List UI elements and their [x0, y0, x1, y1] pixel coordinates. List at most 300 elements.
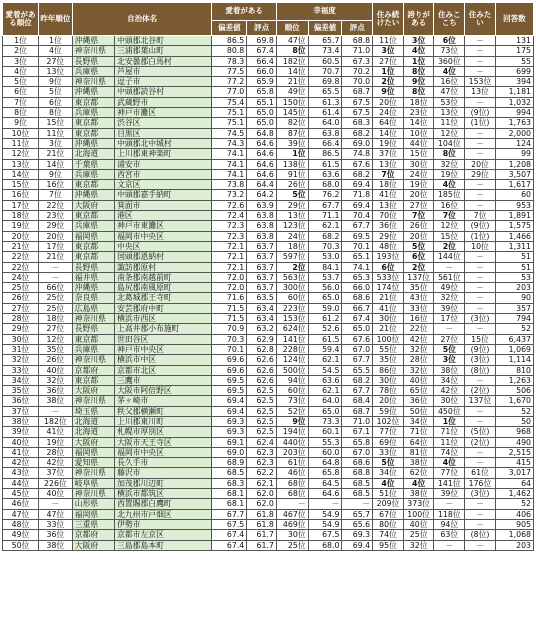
cell-response-count: 1,069: [495, 344, 533, 354]
cell-want-to-live-rank: (2位): [465, 437, 496, 447]
cell-attachment-deviation: 72.3: [212, 221, 247, 231]
cell-happiness-rank: 60位: [276, 293, 308, 303]
cell-want-to-live-rank: 29位: [465, 169, 496, 179]
cell-city: 中頭郡読谷村: [115, 87, 212, 97]
cell-prefecture: 奈良県: [72, 293, 114, 303]
header-rank: 愛着がある順位: [3, 3, 39, 36]
cell-attachment-deviation: 68.3: [212, 478, 247, 488]
cell-happiness-deviation: 61.2: [308, 314, 342, 324]
cell-attachment-score: 62.5: [247, 386, 277, 396]
cell-happiness-score: 70.1: [342, 241, 373, 251]
header-happiness-group: 幸福度: [276, 3, 372, 21]
cell-attachment-score: 63.7: [247, 283, 277, 293]
cell-attachment-score: 62.9: [247, 334, 277, 344]
cell-happiness-score: 68.7: [342, 87, 373, 97]
cell-want-to-live-rank: (3位): [465, 355, 496, 365]
cell-happiness-score: 67.6: [342, 334, 373, 344]
cell-happiness-rank: 29位: [276, 200, 308, 210]
cell-happiness-rank: 13位: [276, 211, 308, 221]
cell-attachment-deviation: 67.4: [212, 530, 247, 540]
cell-rank: 20位: [3, 231, 39, 241]
cell-want-to-live-rank: －: [465, 97, 496, 107]
cell-happiness-deviation: 64.5: [308, 478, 342, 488]
cell-response-count: 1,311: [495, 241, 533, 251]
cell-attachment-deviation: 68.9: [212, 458, 247, 468]
cell-happiness-deviation: 54.9: [308, 519, 342, 529]
cell-city: 大阪市阿倍野区: [115, 386, 212, 396]
cell-want-to-live-rank: －: [465, 416, 496, 426]
cell-happiness-score: 67.3: [342, 56, 373, 66]
cell-attachment-score: 63.8: [247, 231, 277, 241]
cell-response-count: 1,208: [495, 159, 533, 169]
cell-happiness-rank: 14位: [276, 66, 308, 76]
cell-happiness-score: 67.7: [342, 221, 373, 231]
cell-livability-rank: 42位: [434, 386, 465, 396]
cell-want-to-live-rank: －: [465, 46, 496, 56]
cell-city: 島尻郡南風原町: [115, 283, 212, 293]
cell-attachment-deviation: 77.2: [212, 77, 247, 87]
cell-proud-rank: 34位: [403, 416, 434, 426]
cell-happiness-deviation: 67.5: [308, 530, 342, 540]
cell-attachment-deviation: 71.5: [212, 303, 247, 313]
cell-livability-rank: 4位: [434, 66, 465, 76]
cell-response-count: 1,763: [495, 118, 533, 128]
cell-happiness-deviation: 61.3: [308, 97, 342, 107]
cell-happiness-deviation: 70.3: [308, 241, 342, 251]
cell-happiness-score: 68.5: [342, 478, 373, 488]
cell-live-continue-rank: 27位: [373, 56, 404, 66]
cell-attachment-score: 64.6: [247, 169, 277, 179]
cell-live-continue-rank: 1位: [373, 66, 404, 76]
cell-live-continue-rank: 80位: [373, 519, 404, 529]
cell-prev-rank: 26位: [38, 355, 72, 365]
cell-proud-rank: 20位: [403, 190, 434, 200]
cell-city: 福岡市中央区: [115, 231, 212, 241]
cell-attachment-score: 64.6: [247, 159, 277, 169]
table-row: [3, 46, 534, 56]
cell-happiness-rank: 624位: [276, 324, 308, 334]
cell-proud-rank: 33位: [403, 303, 434, 313]
header-attachment-group: 愛着がある: [212, 3, 277, 21]
cell-city: 札幌市厚別区: [115, 427, 212, 437]
cell-prev-rank: －: [38, 272, 72, 282]
cell-happiness-score: 67.5: [342, 108, 373, 118]
cell-happiness-deviation: 64.0: [308, 396, 342, 406]
cell-livability-rank: 7位: [434, 211, 465, 221]
cell-city: 国頭郡恩納村: [115, 252, 212, 262]
cell-attachment-score: 62.1: [247, 478, 277, 488]
cell-live-continue-rank: 100位: [373, 334, 404, 344]
cell-happiness-deviation: 59.0: [308, 303, 342, 313]
cell-attachment-score: 64.2: [247, 190, 277, 200]
cell-happiness-score: 66.7: [342, 303, 373, 313]
cell-proud-rank: 1位: [403, 56, 434, 66]
cell-attachment-deviation: 74.3: [212, 138, 247, 148]
cell-prev-rank: 19位: [38, 437, 72, 447]
cell-happiness-deviation: 53.7: [308, 272, 342, 282]
cell-attachment-score: 64.8: [247, 128, 277, 138]
cell-city: 加茂郡川辺町: [115, 478, 212, 488]
cell-live-continue-rank: 34位: [373, 468, 404, 478]
cell-want-to-live-rank: －: [465, 149, 496, 159]
cell-proud-rank: 38位: [403, 489, 434, 499]
cell-proud-rank: 5位: [403, 241, 434, 251]
cell-happiness-rank: 469位: [276, 519, 308, 529]
cell-proud-rank: 16位: [403, 314, 434, 324]
cell-want-to-live-rank: －: [465, 138, 496, 148]
cell-prev-rank: 7位: [38, 190, 72, 200]
cell-city: 西宮市: [115, 169, 212, 179]
cell-livability-rank: 6位: [434, 36, 465, 46]
cell-prefecture: 沖縄県: [72, 283, 114, 293]
cell-live-continue-rank: 5位: [373, 458, 404, 468]
cell-rank: 25位: [3, 283, 39, 293]
cell-happiness-score: 67.4: [342, 314, 373, 324]
cell-happiness-score: 68.6: [342, 458, 373, 468]
cell-happiness-deviation: 84.1: [308, 262, 342, 272]
cell-prefecture: 東京都: [72, 211, 114, 221]
cell-want-to-live-rank: －: [465, 499, 496, 509]
cell-attachment-score: 63.2: [247, 324, 277, 334]
cell-want-to-live-rank: 10位: [465, 241, 496, 251]
cell-happiness-score: 68.8: [342, 468, 373, 478]
cell-attachment-score: 63.4: [247, 303, 277, 313]
cell-proud-rank: 32位: [403, 365, 434, 375]
cell-live-continue-rank: 55位: [373, 344, 404, 354]
cell-city: 茅ヶ崎市: [115, 396, 212, 406]
cell-attachment-deviation: 72.1: [212, 262, 247, 272]
cell-response-count: 2,515: [495, 447, 533, 457]
cell-rank: 14位: [3, 169, 39, 179]
cell-livability-rank: 71位: [434, 427, 465, 437]
cell-attachment-deviation: 73.8: [212, 180, 247, 190]
cell-prefecture: 京都府: [72, 365, 114, 375]
table-row: [3, 97, 534, 107]
cell-happiness-score: 65.5: [342, 365, 373, 375]
cell-happiness-rank: 9位: [276, 416, 308, 426]
header-happiness-score: 評点: [342, 21, 373, 36]
cell-proud-rank: 23位: [403, 108, 434, 118]
cell-live-continue-rank: 2位: [373, 77, 404, 87]
cell-prefecture: 沖縄県: [72, 87, 114, 97]
cell-want-to-live-rank: 137位: [465, 396, 496, 406]
cell-happiness-deviation: 61.5: [308, 159, 342, 169]
cell-proud-rank: 28位: [403, 355, 434, 365]
cell-happiness-deviation: 66.4: [308, 138, 342, 148]
cell-city: 北九州市戸畑区: [115, 509, 212, 519]
cell-rank: 12位: [3, 149, 39, 159]
cell-attachment-score: 66.4: [247, 56, 277, 66]
cell-response-count: 810: [495, 365, 533, 375]
cell-livability-rank: 12位: [434, 221, 465, 231]
cell-prev-rank: 40位: [38, 489, 72, 499]
cell-proud-rank: 6位: [403, 252, 434, 262]
cell-happiness-deviation: 76.2: [308, 190, 342, 200]
cell-prev-rank: 15位: [38, 118, 72, 128]
cell-attachment-score: 63.7: [247, 241, 277, 251]
cell-attachment-deviation: 78.3: [212, 56, 247, 66]
cell-happiness-deviation: 53.0: [308, 252, 342, 262]
cell-prefecture: 沖縄県: [72, 190, 114, 200]
cell-livability-rank: 77位: [434, 468, 465, 478]
cell-live-continue-rank: 6位: [373, 262, 404, 272]
cell-response-count: 968: [495, 427, 533, 437]
cell-city: 中頭郡嘉手納町: [115, 190, 212, 200]
cell-happiness-rank: 300位: [276, 283, 308, 293]
cell-rank: 22位: [3, 262, 39, 272]
cell-livability-rank: 49位: [434, 283, 465, 293]
cell-livability-rank: －: [434, 262, 465, 272]
cell-want-to-live-rank: －: [465, 252, 496, 262]
cell-prefecture: 東京都: [72, 241, 114, 251]
cell-happiness-score: 65.1: [342, 252, 373, 262]
table-row: [3, 437, 534, 447]
cell-live-continue-rank: 7位: [373, 169, 404, 179]
table-row: [3, 128, 534, 138]
cell-attachment-score: 65.1: [247, 97, 277, 107]
cell-want-to-live-rank: －: [465, 56, 496, 66]
cell-rank: 45位: [3, 489, 39, 499]
cell-proud-rank: 100位: [403, 509, 434, 519]
cell-attachment-score: 64.6: [247, 138, 277, 148]
cell-want-to-live-rank: －: [465, 406, 496, 416]
cell-livability-rank: 4位: [434, 458, 465, 468]
cell-attachment-deviation: 74.1: [212, 149, 247, 159]
cell-attachment-deviation: 77.0: [212, 87, 247, 97]
cell-city: 横浜市中区: [115, 355, 212, 365]
cell-happiness-rank: 563位: [276, 272, 308, 282]
cell-rank: 35位: [3, 386, 39, 396]
cell-rank: 29位: [3, 324, 39, 334]
cell-rank: 18位: [3, 211, 39, 221]
cell-city: 武蔵野市: [115, 97, 212, 107]
cell-happiness-rank: 124位: [276, 355, 308, 365]
cell-livability-rank: 2位: [434, 241, 465, 251]
cell-happiness-score: 65.0: [342, 324, 373, 334]
cell-proud-rank: 64位: [403, 437, 434, 447]
cell-response-count: 1,068: [495, 530, 533, 540]
cell-happiness-score: 67.7: [342, 355, 373, 365]
cell-proud-rank: 32位: [403, 540, 434, 550]
cell-attachment-deviation: 72.6: [212, 200, 247, 210]
cell-happiness-rank: 87位: [276, 128, 308, 138]
cell-happiness-score: 68.3: [342, 118, 373, 128]
cell-happiness-score: 67.0: [342, 344, 373, 354]
cell-happiness-deviation: 64.6: [308, 489, 342, 499]
cell-prev-rank: 47位: [38, 509, 72, 519]
cell-attachment-deviation: 72.1: [212, 241, 247, 251]
cell-live-continue-rank: 174位: [373, 283, 404, 293]
header-proud: 誇りがある: [403, 3, 434, 36]
cell-proud-rank: 62位: [403, 468, 434, 478]
cell-proud-rank: 373位: [403, 499, 434, 509]
cell-city: 福岡市中央区: [115, 447, 212, 457]
cell-live-continue-rank: 51位: [373, 489, 404, 499]
cell-prefecture: 福井県: [72, 272, 114, 282]
cell-happiness-score: 74.1: [342, 262, 373, 272]
table-row: [3, 77, 534, 87]
cell-attachment-score: 62.6: [247, 355, 277, 365]
cell-attachment-score: 65.8: [247, 87, 277, 97]
cell-happiness-rank: 73位: [276, 396, 308, 406]
cell-livability-rank: 1位: [434, 416, 465, 426]
cell-proud-rank: 15位: [403, 149, 434, 159]
cell-response-count: 50: [495, 416, 533, 426]
cell-want-to-live-rank: －: [465, 272, 496, 282]
cell-response-count: 1,670: [495, 396, 533, 406]
cell-prev-rank: 21位: [38, 252, 72, 262]
table-row: [3, 293, 534, 303]
cell-proud-rank: 10位: [403, 128, 434, 138]
cell-response-count: 1,891: [495, 211, 533, 221]
cell-prefecture: 福岡県: [72, 447, 114, 457]
cell-proud-rank: 42位: [403, 334, 434, 344]
cell-attachment-score: 62.4: [247, 437, 277, 447]
cell-live-continue-rank: 11位: [373, 36, 404, 46]
cell-happiness-deviation: 86.5: [308, 149, 342, 159]
cell-livability-rank: 144位: [434, 252, 465, 262]
cell-happiness-deviation: 62.1: [308, 355, 342, 365]
cell-rank: 19位: [3, 221, 39, 231]
cell-prefecture: 埼玉県: [72, 406, 114, 416]
cell-happiness-rank: 141位: [276, 334, 308, 344]
cell-happiness-deviation: 63.6: [308, 169, 342, 179]
table-row: [3, 355, 534, 365]
cell-happiness-deviation: 61.5: [308, 334, 342, 344]
cell-happiness-deviation: 73.4: [308, 46, 342, 56]
cell-happiness-rank: 194位: [276, 427, 308, 437]
cell-livability-rank: 8位: [434, 149, 465, 159]
cell-happiness-deviation: 60.0: [308, 447, 342, 457]
cell-rank: 3位: [3, 56, 39, 66]
cell-response-count: 99: [495, 149, 533, 159]
cell-rank: 7位: [3, 97, 39, 107]
cell-attachment-score: 61.7: [247, 540, 277, 550]
cell-happiness-score: －: [342, 499, 373, 509]
cell-prefecture: 長野県: [72, 56, 114, 66]
cell-city: 諏訪郡原村: [115, 262, 212, 272]
cell-prev-rank: 182位: [38, 416, 72, 426]
cell-live-continue-rank: 78位: [373, 386, 404, 396]
cell-want-to-live-rank: －: [465, 324, 496, 334]
cell-happiness-score: 70.4: [342, 211, 373, 221]
cell-happiness-rank: 91位: [276, 169, 308, 179]
cell-happiness-rank: 61位: [276, 458, 308, 468]
cell-city: 上川郡東神楽町: [115, 149, 212, 159]
cell-rank: 50位: [3, 540, 39, 550]
cell-response-count: 52: [495, 406, 533, 416]
cell-prefecture: 福岡県: [72, 231, 114, 241]
cell-happiness-rank: 47位: [276, 36, 308, 46]
cell-attachment-deviation: 72.1: [212, 252, 247, 262]
cell-response-count: 2,000: [495, 128, 533, 138]
cell-proud-rank: 32位: [403, 344, 434, 354]
cell-want-to-live-rank: －: [465, 303, 496, 313]
cell-prefecture: 東京都: [72, 97, 114, 107]
table-row: [3, 499, 534, 509]
cell-live-continue-rank: 20位: [373, 97, 404, 107]
cell-happiness-score: 68.2: [342, 375, 373, 385]
cell-happiness-score: 68.4: [342, 396, 373, 406]
cell-rank: 34位: [3, 375, 39, 385]
cell-live-continue-rank: 24位: [373, 108, 404, 118]
cell-city: 南条郡南越前町: [115, 272, 212, 282]
cell-live-continue-rank: 35位: [373, 355, 404, 365]
cell-want-to-live-rank: －: [465, 283, 496, 293]
header-want-to-live: 住みたい: [465, 3, 496, 36]
cell-proud-rank: 4位: [403, 478, 434, 488]
cell-livability-rank: 53位: [434, 97, 465, 107]
cell-prev-rank: 25位: [38, 293, 72, 303]
cell-happiness-score: 67.0: [342, 447, 373, 457]
cell-happiness-score: 71.0: [342, 46, 373, 56]
cell-attachment-score: 62.8: [247, 344, 277, 354]
cell-response-count: 1,263: [495, 375, 533, 385]
cell-attachment-deviation: 72.0: [212, 272, 247, 282]
table-row: [3, 180, 534, 190]
cell-happiness-score: 68.8: [342, 36, 373, 46]
cell-proud-rank: 7位: [403, 211, 434, 221]
cell-happiness-deviation: 60.5: [308, 56, 342, 66]
cell-proud-rank: 43位: [403, 293, 434, 303]
cell-live-continue-rank: 13位: [373, 159, 404, 169]
cell-response-count: 905: [495, 519, 533, 529]
cell-livability-rank: 15位: [434, 231, 465, 241]
cell-livability-rank: 63位: [434, 530, 465, 540]
cell-want-to-live-rank: －: [465, 293, 496, 303]
cell-livability-rank: 5位: [434, 344, 465, 354]
cell-live-continue-rank: 67位: [373, 509, 404, 519]
cell-attachment-deviation: 67.7: [212, 509, 247, 519]
table-row: [3, 241, 534, 251]
cell-proud-rank: 2位: [403, 262, 434, 272]
cell-happiness-rank: 223位: [276, 303, 308, 313]
cell-prefecture: 長野県: [72, 324, 114, 334]
cell-attachment-deviation: 77.5: [212, 66, 247, 76]
cell-rank: 42位: [3, 458, 39, 468]
cell-livability-rank: 38位: [434, 365, 465, 375]
cell-rank: 10位: [3, 128, 39, 138]
cell-happiness-rank: 30位: [276, 530, 308, 540]
cell-happiness-score: 69.5: [342, 231, 373, 241]
cell-happiness-score: 66.0: [342, 283, 373, 293]
cell-happiness-score: 68.7: [342, 406, 373, 416]
cell-rank: 5位: [3, 77, 39, 87]
cell-happiness-deviation: 67.7: [308, 200, 342, 210]
cell-prefecture: 沖縄県: [72, 138, 114, 148]
cell-attachment-deviation: 75.1: [212, 108, 247, 118]
cell-prefecture: 北海道: [72, 149, 114, 159]
table-row: [3, 36, 534, 46]
cell-happiness-rank: 5位: [276, 190, 308, 200]
cell-prev-rank: 38位: [38, 396, 72, 406]
cell-happiness-rank: 39位: [276, 138, 308, 148]
cell-rank: 15位: [3, 180, 39, 190]
cell-happiness-rank: 60位: [276, 386, 308, 396]
cell-live-continue-rank: 86位: [373, 365, 404, 375]
cell-prefecture: 神奈川県: [72, 468, 114, 478]
cell-prev-rank: 11位: [38, 128, 72, 138]
cell-happiness-deviation: 68.0: [308, 180, 342, 190]
cell-prev-rank: 40位: [38, 365, 72, 375]
cell-attachment-score: 61.8: [247, 509, 277, 519]
cell-attachment-deviation: 72.0: [212, 283, 247, 293]
cell-happiness-score: 65.3: [342, 272, 373, 282]
cell-prefecture: 千葉県: [72, 159, 114, 169]
cell-city: 上川郡東川町: [115, 416, 212, 426]
cell-prefecture: 北海道: [72, 416, 114, 426]
cell-city: 藤沢市: [115, 468, 212, 478]
